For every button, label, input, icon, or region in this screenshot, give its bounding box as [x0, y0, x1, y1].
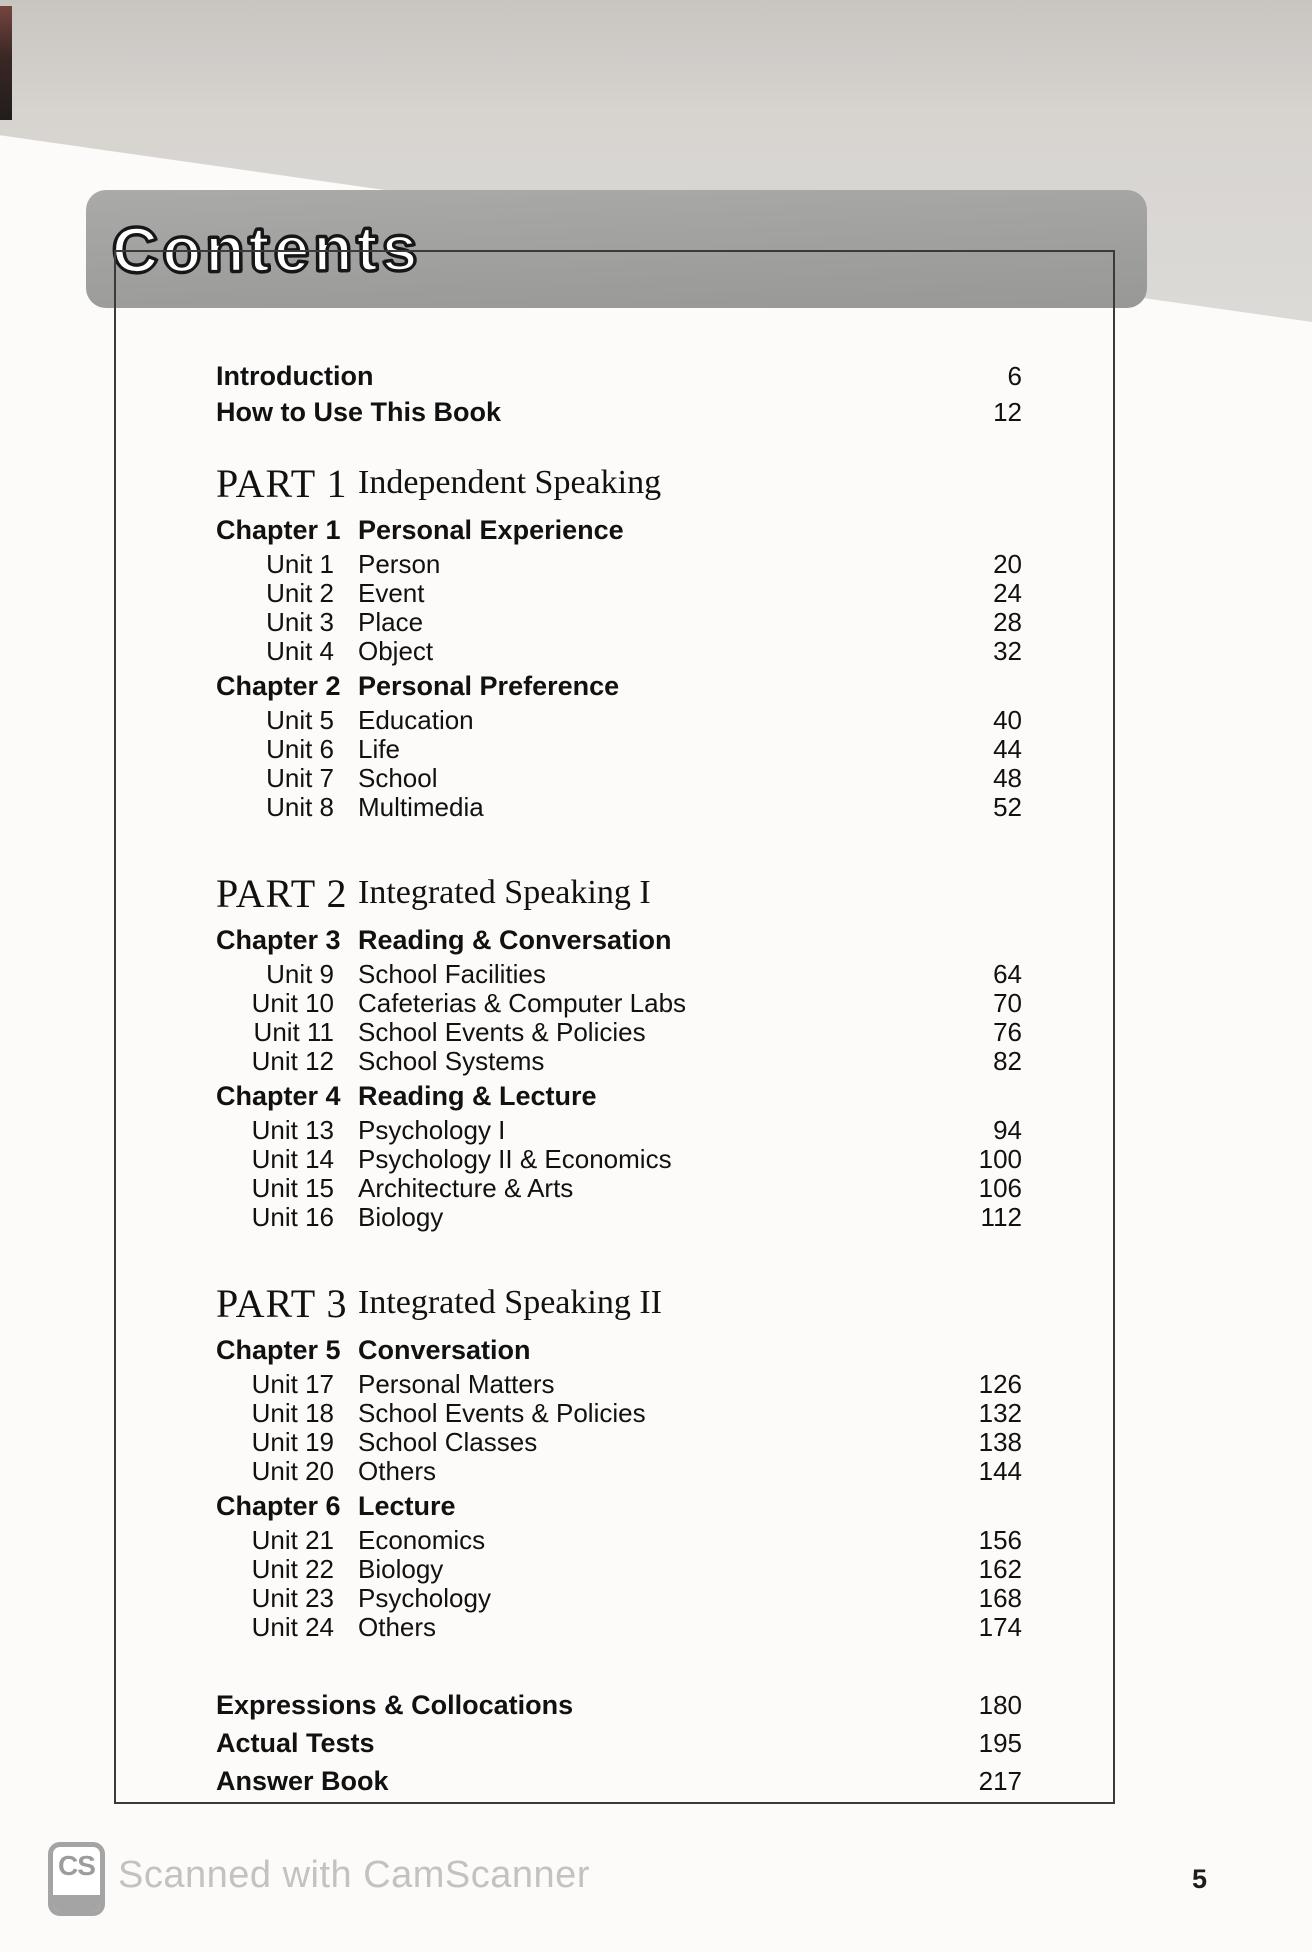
unit-label: Unit 20 — [251, 1456, 334, 1486]
unit-title: School Events & Policies — [358, 1398, 646, 1428]
chapter-label: Chapter 6 — [216, 1490, 341, 1521]
unit-row — [216, 989, 1022, 1018]
unit-label: Unit 21 — [251, 1525, 334, 1555]
part-title: Integrated Speaking II — [358, 1284, 662, 1321]
unit-row — [216, 764, 1022, 793]
chapter-title: Personal Preference — [358, 670, 620, 701]
unit-label: Unit 18 — [251, 1398, 334, 1428]
unit-label: Unit 22 — [251, 1554, 334, 1584]
toc-entry — [216, 1762, 1022, 1800]
unit-label: Unit 1 — [266, 549, 334, 579]
unit-page: 138 — [978, 1427, 1022, 1457]
chapter-block — [216, 666, 1022, 822]
chapter-block — [216, 1486, 1022, 1642]
unit-label: Unit 6 — [266, 734, 334, 764]
entry-page: 195 — [978, 1727, 1022, 1758]
back-matter-section — [216, 1686, 1022, 1800]
unit-page: 94 — [993, 1115, 1022, 1145]
unit-row — [216, 1370, 1022, 1399]
unit-page: 168 — [978, 1583, 1022, 1613]
unit-title: Event — [358, 578, 425, 608]
unit-label: Unit 2 — [266, 578, 334, 608]
toc-entry — [216, 394, 1022, 430]
page-number: 5 — [1192, 1864, 1208, 1894]
unit-title: Biology — [358, 1554, 444, 1584]
unit-page: 76 — [993, 1017, 1022, 1047]
unit-title: Others — [358, 1456, 437, 1486]
unit-label: Unit 9 — [266, 959, 334, 989]
unit-page: 70 — [993, 988, 1022, 1018]
chapter-title: Reading & Lecture — [358, 1080, 597, 1111]
unit-row — [216, 1174, 1022, 1203]
unit-row — [216, 1203, 1022, 1232]
unit-page: 162 — [978, 1554, 1022, 1584]
entry-page: 180 — [978, 1689, 1022, 1720]
unit-page: 24 — [993, 578, 1022, 608]
entry-label: Answer Book — [216, 1765, 389, 1796]
part-label: PART 3 — [216, 1280, 348, 1326]
unit-row — [216, 1457, 1022, 1486]
unit-label: Unit 10 — [251, 988, 334, 1018]
unit-page: 174 — [978, 1612, 1022, 1642]
unit-title: Psychology — [358, 1583, 491, 1613]
unit-page: 112 — [980, 1202, 1022, 1232]
chapter-label: Chapter 1 — [216, 514, 341, 545]
entry-page: 217 — [978, 1765, 1022, 1796]
unit-row — [216, 550, 1022, 579]
part-heading — [216, 1276, 1022, 1330]
part-heading — [216, 456, 1022, 510]
unit-page: 132 — [978, 1398, 1022, 1428]
chapter-title: Personal Experience — [358, 514, 624, 545]
unit-row — [216, 608, 1022, 637]
unit-page: 28 — [993, 607, 1022, 637]
chapters — [216, 920, 1022, 1232]
unit-title: Economics — [358, 1525, 486, 1555]
part-block — [216, 456, 1022, 822]
unit-label: Unit 19 — [251, 1427, 334, 1457]
unit-label: Unit 3 — [266, 607, 334, 637]
unit-row — [216, 1526, 1022, 1555]
part-heading — [216, 866, 1022, 920]
page-title: Contents — [111, 211, 422, 287]
camscanner-logo-icon — [48, 1842, 105, 1916]
chapter-label: Chapter 2 — [216, 670, 341, 701]
chapter-block — [216, 1330, 1022, 1486]
unit-title: Psychology I — [358, 1115, 506, 1145]
unit-title: School Events & Policies — [358, 1017, 646, 1047]
unit-title: Personal Matters — [358, 1369, 555, 1399]
unit-title: School Systems — [358, 1046, 545, 1076]
part-title: Independent Speaking — [358, 464, 662, 501]
chapter-row — [216, 920, 1022, 960]
unit-page: 82 — [993, 1046, 1022, 1076]
chapter-block — [216, 920, 1022, 1076]
unit-title: Place — [358, 607, 424, 637]
unit-page: 106 — [978, 1173, 1022, 1203]
chapter-row — [216, 510, 1022, 550]
unit-title: School Facilities — [358, 959, 546, 989]
front-matter-section — [216, 358, 1022, 430]
unit-label: Unit 11 — [253, 1017, 334, 1047]
chapter-block — [216, 1076, 1022, 1232]
unit-title: School — [358, 763, 438, 793]
unit-label: Unit 13 — [251, 1115, 334, 1145]
unit-title: Multimedia — [358, 792, 484, 822]
unit-label: Unit 16 — [251, 1202, 334, 1232]
unit-title: Life — [358, 734, 400, 764]
unit-row — [216, 1399, 1022, 1428]
unit-page: 64 — [993, 959, 1022, 989]
unit-label: Unit 14 — [251, 1144, 334, 1174]
unit-row — [216, 706, 1022, 735]
unit-title: Psychology II & Economics — [358, 1144, 672, 1174]
unit-page: 144 — [978, 1456, 1022, 1486]
toc-entry — [216, 1724, 1022, 1762]
part-title: Integrated Speaking I — [358, 874, 651, 911]
units — [216, 1370, 1022, 1486]
part-block — [216, 1276, 1022, 1642]
chapter-row — [216, 1330, 1022, 1370]
chapter-title: Reading & Conversation — [358, 924, 672, 955]
unit-page: 156 — [978, 1525, 1022, 1555]
chapter-label: Chapter 3 — [216, 924, 341, 955]
unit-label: Unit 15 — [251, 1173, 334, 1203]
unit-label: Unit 7 — [266, 763, 334, 793]
unit-row — [216, 637, 1022, 666]
unit-label: Unit 12 — [251, 1046, 334, 1076]
chapters — [216, 1330, 1022, 1642]
unit-title: Others — [358, 1612, 437, 1642]
unit-page: 40 — [993, 705, 1022, 735]
unit-label: Unit 24 — [251, 1612, 334, 1642]
entry-page: 6 — [1007, 360, 1022, 391]
unit-title: Cafeterias & Computer Labs — [358, 988, 687, 1018]
entry-page: 12 — [993, 396, 1022, 427]
parts-section — [216, 456, 1022, 1642]
unit-page: 20 — [993, 549, 1022, 579]
unit-row — [216, 1116, 1022, 1145]
entry-label: How to Use This Book — [216, 396, 502, 427]
chapter-block — [216, 510, 1022, 666]
chapter-row — [216, 1486, 1022, 1526]
toc-entry — [216, 1686, 1022, 1724]
unit-title: Architecture & Arts — [358, 1173, 574, 1203]
unit-page: 52 — [993, 792, 1022, 822]
part-label: PART 1 — [216, 460, 348, 506]
unit-title: School Classes — [358, 1427, 538, 1457]
book-spine-shadow — [0, 6, 12, 120]
chapters — [216, 510, 1022, 822]
chapter-label: Chapter 5 — [216, 1334, 341, 1365]
unit-title: Object — [358, 636, 434, 666]
part-block — [216, 866, 1022, 1232]
units — [216, 706, 1022, 822]
unit-page: 100 — [978, 1144, 1022, 1174]
unit-label: Unit 8 — [266, 792, 334, 822]
unit-row — [216, 1555, 1022, 1584]
unit-row — [216, 1613, 1022, 1642]
camscanner-logo-base — [53, 1895, 100, 1911]
entry-label: Introduction — [216, 360, 374, 391]
unit-title: Education — [358, 705, 474, 735]
unit-row — [216, 1584, 1022, 1613]
toc — [216, 252, 1022, 1800]
unit-label: Unit 23 — [251, 1583, 334, 1613]
unit-row — [216, 960, 1022, 989]
camscanner-logo-letters: CS — [58, 1850, 95, 1881]
chapter-title: Conversation — [358, 1334, 531, 1365]
toc-entry — [216, 358, 1022, 394]
unit-page: 44 — [993, 734, 1022, 764]
unit-label: Unit 17 — [251, 1369, 334, 1399]
unit-label: Unit 5 — [266, 705, 334, 735]
unit-page: 126 — [978, 1369, 1022, 1399]
unit-row — [216, 793, 1022, 822]
chapter-label: Chapter 4 — [216, 1080, 341, 1111]
part-label: PART 2 — [216, 870, 348, 916]
units — [216, 1116, 1022, 1232]
unit-title: Biology — [358, 1202, 444, 1232]
chapter-row — [216, 666, 1022, 706]
units — [216, 550, 1022, 666]
unit-row — [216, 1047, 1022, 1076]
unit-row — [216, 579, 1022, 608]
toc-box — [114, 250, 1115, 1804]
unit-page: 48 — [993, 763, 1022, 793]
entry-label: Expressions & Collocations — [216, 1689, 574, 1720]
chapter-row — [216, 1076, 1022, 1116]
unit-row — [216, 1018, 1022, 1047]
unit-row — [216, 735, 1022, 764]
units — [216, 1526, 1022, 1642]
camscanner-watermark: Scanned with CamScanner — [118, 1854, 590, 1896]
unit-label: Unit 4 — [266, 636, 334, 666]
chapter-title: Lecture — [358, 1490, 456, 1521]
units — [216, 960, 1022, 1076]
unit-page: 32 — [993, 636, 1022, 666]
unit-row — [216, 1145, 1022, 1174]
unit-row — [216, 1428, 1022, 1457]
unit-title: Person — [358, 549, 441, 579]
entry-label: Actual Tests — [216, 1727, 375, 1758]
